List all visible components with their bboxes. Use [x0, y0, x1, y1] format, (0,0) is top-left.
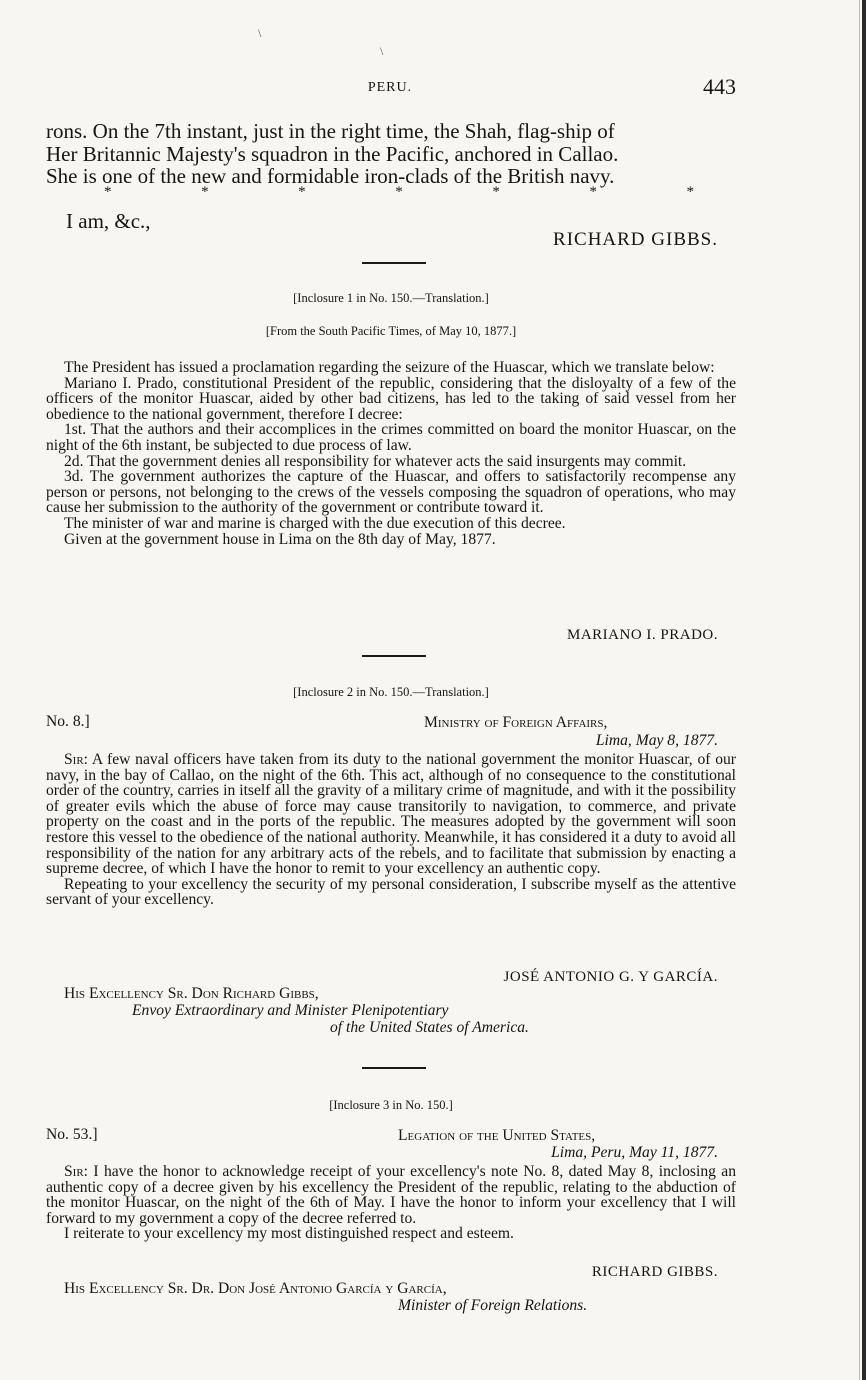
- paragraph: [46, 1164, 736, 1226]
- document-number: No. 8.]: [46, 713, 90, 730]
- star: *: [492, 184, 500, 200]
- inclosure-heading: [Inclosure 2 in No. 150.—Translation.]: [293, 685, 489, 699]
- star: *: [201, 184, 209, 200]
- addressee-title: of the United States of America.: [330, 1019, 529, 1036]
- signature: RICHARD GIBBS.: [553, 229, 718, 250]
- opening-line: rons. On the 7th instant, just in the right time, the Shah, flag-ship of: [46, 119, 615, 143]
- page-edge-line: [859, 0, 860, 1380]
- office-name: Legation of the United States,: [398, 1127, 596, 1144]
- salutation: Sir:: [64, 1163, 89, 1180]
- page-edge-shadow: [862, 0, 866, 1380]
- closing-phrase: I am, &c.,: [66, 209, 151, 233]
- stray-mark: \: [380, 44, 384, 58]
- paragraph: Repeating to your excellency the security of my personal consideration, I subscribe myself as the attentive servant of your excellency.: [46, 875, 736, 909]
- paragraph: 2d. That the government denies all responsibility for whatever acts the said insurgents may commit.: [64, 452, 687, 470]
- star: *: [395, 184, 403, 200]
- inclosure2-body: [46, 752, 736, 908]
- star: *: [104, 184, 112, 200]
- office-name: Ministry of Foreign Affairs,: [424, 714, 608, 731]
- document-number: No. 53.]: [46, 1126, 98, 1143]
- place-date: Lima, Peru, May 11, 1877.: [551, 1144, 718, 1161]
- stray-mark: \: [258, 26, 262, 40]
- section-rule: [362, 262, 426, 264]
- ellipsis-stars: [104, 184, 694, 201]
- paragraph: 3d. The government authorizes the capture of the Huascar, and offers to satisfactorily recompense any person or persons, not belonging to the crews of the vessels composing the squadron of operations, who may cause her submission to the authority of the government or contribute toward it.: [46, 468, 736, 517]
- inclosure-heading: [Inclosure 3 in No. 150.]: [329, 1098, 453, 1112]
- inclosure1-body: [46, 360, 736, 547]
- paragraph: Mariano I. Prado, constitutional President of the republic, considering that the disloyalty of a few of the officers of the monitor Huascar, aided by other bad citizens, has led to the taking of said vessel from her obedience to the national government, therefore I decree:: [46, 374, 736, 423]
- inclosure-heading: [Inclosure 1 in No. 150.—Translation.]: [293, 291, 489, 305]
- star: *: [298, 184, 306, 200]
- signature: RICHARD GIBBS.: [591, 1264, 718, 1280]
- place-date: Lima, May 8, 1877.: [595, 732, 718, 749]
- paragraph: [46, 752, 736, 877]
- section-rule: [362, 1067, 426, 1069]
- paragraph: The minister of war and marine is charged with the due execution of this decree.: [64, 514, 566, 532]
- paragraph-text: A few naval officers have taken from its duty to the national government the monitor Huascar, of our navy, in the bay of Callao, on the night of the 6th. This act, although of no consequence to the constitutional order of the country, carries in itself all the gravity of a military crime of magnitude, and with it the possibility of greater evils which the abuse of force may cause transitorily to navigation, to commerce, and private property on the coast and in the ports of the republic. The measures adopted by the government will soon restore this vessel to the obedience of the national authority. Meanwhile, it has considered it a duty to avoid all responsibility of the nation for any arbitrary acts of the rebels, and to facilitate that submission by enacting a supreme decree, of which I have the honor to remit to your excellency an authentic copy.: [46, 751, 736, 878]
- section-rule: [362, 655, 426, 657]
- opening-line: She is one of the new and formidable iron-clads of the British navy.: [46, 164, 615, 188]
- opening-line: Her Britannic Majesty's squadron in the Pacific, anchored in Callao.: [46, 142, 619, 166]
- paragraph: The President has issued a proclamation regarding the seizure of the Huascar, which we translate below:: [64, 359, 715, 376]
- addressee: His Excellency Sr. Dr. Don José Antonio García y García,: [64, 1280, 447, 1297]
- addressee-title: Minister of Foreign Relations.: [398, 1297, 588, 1314]
- page-number: 443: [703, 74, 736, 99]
- addressee: His Excellency Sr. Don Richard Gibbs,: [64, 985, 319, 1002]
- inclosure-source: [From the South Pacific Times, of May 10, 1877.]: [265, 324, 517, 338]
- inclosure3-body: [46, 1164, 736, 1242]
- paragraph: Given at the government house in Lima on the 8th day of May, 1877.: [64, 530, 496, 548]
- salutation: Sir:: [64, 751, 89, 768]
- signature: JOSÉ ANTONIO G. Y GARCÍA.: [503, 969, 718, 985]
- star: *: [589, 184, 597, 200]
- signature: MARIANO I. PRADO.: [566, 627, 718, 643]
- paragraph: I reiterate to your excellency my most distinguished respect and esteem.: [64, 1225, 514, 1243]
- addressee-title: Envoy Extraordinary and Minister Plenipotentiary: [132, 1002, 449, 1019]
- paragraph-text: I have the honor to acknowledge receipt of your excellency's note No. 8, dated May 8, inclosing an authentic copy of a decree given by his excellency the President of the republic, relating to the abduction of the monitor Huascar, on the night of the 6th of May. I have the honor to inform your excellency that I will forward to my government a copy of the decree referred to.: [46, 1163, 736, 1227]
- star: *: [686, 184, 694, 200]
- running-title: PERU.: [367, 80, 413, 95]
- paragraph: 1st. That the authors and their accomplices in the crimes committed on board the monitor Huascar, on the night of the 6th instant, be subjected to due process of law.: [46, 421, 736, 454]
